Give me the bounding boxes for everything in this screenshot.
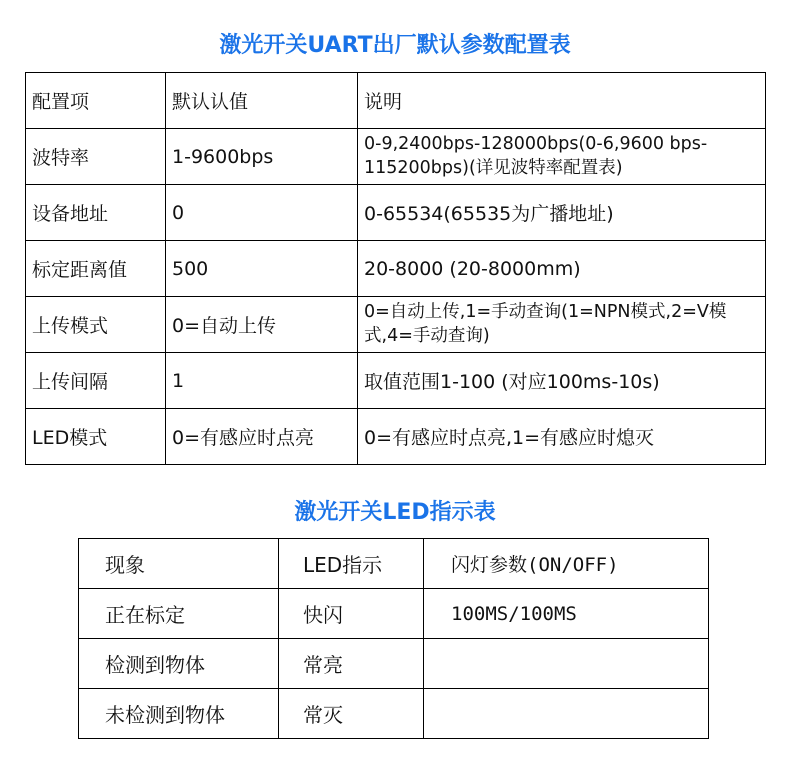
description-cell: 0-65534(65535为广播地址) bbox=[358, 185, 766, 241]
phenomenon-cell: 未检测到物体 bbox=[79, 689, 279, 739]
default-value-cell: 0 bbox=[166, 185, 358, 241]
table-row bbox=[79, 589, 709, 639]
header-default-value: 默认认值 bbox=[166, 73, 358, 129]
table-row bbox=[79, 639, 709, 689]
description-cell: 0=自动上传,1=手动查询(1=NPN模式,2=V模式,4=手动查询) bbox=[358, 297, 766, 353]
header-description: 说明 bbox=[358, 73, 766, 129]
table-header-row bbox=[79, 539, 709, 589]
config-item-cell: 上传间隔 bbox=[26, 353, 166, 409]
led-indicator-table bbox=[78, 538, 709, 739]
description-cell: 取值范围1-100 (对应100ms-10s) bbox=[358, 353, 766, 409]
blink-params-cell bbox=[424, 639, 709, 689]
table-row bbox=[26, 241, 766, 297]
uart-default-params-table bbox=[25, 72, 766, 465]
table-header-row bbox=[26, 73, 766, 129]
header-config-item: 配置项 bbox=[26, 73, 166, 129]
config-item-cell: 设备地址 bbox=[26, 185, 166, 241]
blink-params-cell bbox=[424, 689, 709, 739]
default-value-cell: 500 bbox=[166, 241, 358, 297]
led-indicator-cell: 常亮 bbox=[279, 639, 424, 689]
config-item-cell: 上传模式 bbox=[26, 297, 166, 353]
default-value-cell: 0=自动上传 bbox=[166, 297, 358, 353]
description-cell: 20-8000 (20-8000mm) bbox=[358, 241, 766, 297]
default-value-cell: 1-9600bps bbox=[166, 129, 358, 185]
table-row bbox=[79, 689, 709, 739]
phenomenon-cell: 检测到物体 bbox=[79, 639, 279, 689]
table-row bbox=[26, 297, 766, 353]
phenomenon-cell: 正在标定 bbox=[79, 589, 279, 639]
default-value-cell: 0=有感应时点亮 bbox=[166, 409, 358, 465]
table-row bbox=[26, 185, 766, 241]
table-row bbox=[26, 353, 766, 409]
config-item-cell: 波特率 bbox=[26, 129, 166, 185]
blink-params-cell: 100MS/100MS bbox=[424, 589, 709, 639]
description-cell: 0-9,2400bps-128000bps(0-6,9600 bps-115200bps)(详见波特率配置表) bbox=[358, 129, 766, 185]
led-indicator-cell: 常灭 bbox=[279, 689, 424, 739]
header-blink-params: 闪灯参数(ON/OFF) bbox=[424, 539, 709, 589]
led-table-title: 激光开关LED指示表 bbox=[294, 500, 496, 525]
table-row bbox=[26, 409, 766, 465]
uart-table-title: 激光开关UART出厂默认参数配置表 bbox=[219, 33, 571, 58]
table-row bbox=[26, 129, 766, 185]
led-indicator-cell: 快闪 bbox=[279, 589, 424, 639]
config-item-cell: 标定距离值 bbox=[26, 241, 166, 297]
config-item-cell: LED模式 bbox=[26, 409, 166, 465]
default-value-cell: 1 bbox=[166, 353, 358, 409]
header-led-indicator: LED指示 bbox=[279, 539, 424, 589]
header-phenomenon: 现象 bbox=[79, 539, 279, 589]
description-cell: 0=有感应时点亮,1=有感应时熄灭 bbox=[358, 409, 766, 465]
